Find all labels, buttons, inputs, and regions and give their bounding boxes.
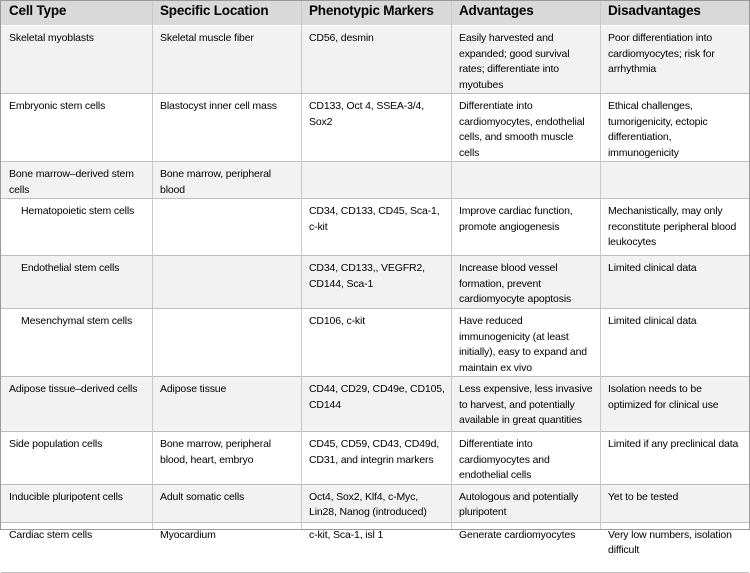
advantages bbox=[451, 162, 600, 199]
table-row bbox=[1, 377, 749, 432]
header-cell-type: Cell Type bbox=[1, 0, 152, 26]
advantages: Differentiate into cardiomyocytes and endothelial cells bbox=[451, 432, 600, 485]
disadvantages: Very low numbers, isolation difficult bbox=[600, 522, 749, 572]
disadvantages: Yet to be tested bbox=[600, 484, 749, 522]
phenotypic-markers: CD106, c-kit bbox=[301, 309, 451, 377]
cell-type: Cardiac stem cells bbox=[1, 522, 152, 572]
phenotypic-markers: Oct4, Sox2, Klf4, c-Myc, Lin28, Nanog (introduced) bbox=[301, 484, 451, 522]
specific-location: Bone marrow, peripheral blood, heart, embryo bbox=[152, 432, 301, 485]
specific-location bbox=[152, 199, 301, 256]
disadvantages: Ethical challenges, tumorigenicity, ectopic differentiation, immunogenicity bbox=[600, 94, 749, 162]
disadvantages: Mechanistically, may only reconstitute peripheral blood leukocytes bbox=[600, 199, 749, 256]
cell-type: Inducible pluripotent cells bbox=[1, 484, 152, 522]
disadvantages: Isolation needs to be optimized for clinical use bbox=[600, 377, 749, 432]
specific-location: Adipose tissue bbox=[152, 377, 301, 432]
advantages: Generate cardiomyocytes bbox=[451, 522, 600, 572]
header-phenotypic-markers: Phenotypic Markers bbox=[301, 0, 451, 26]
advantages: Increase blood vessel formation, prevent cardiomyocyte apoptosis bbox=[451, 256, 600, 309]
disadvantages bbox=[600, 162, 749, 199]
cell-type: Embryonic stem cells bbox=[1, 94, 152, 162]
advantages: Have reduced immunogenicity (at least initially), easy to expand and maintain ex vivo bbox=[451, 309, 600, 377]
advantages: Easily harvested and expanded; good survival rates; differentiate into myotubes bbox=[451, 26, 600, 94]
stem-cell-comparison-table bbox=[1, 0, 749, 573]
specific-location: Skeletal muscle fiber bbox=[152, 26, 301, 94]
specific-location: Blastocyst inner cell mass bbox=[152, 94, 301, 162]
cell-type: Bone marrow–derived stem cells bbox=[1, 162, 152, 199]
advantages: Differentiate into cardiomyocytes, endothelial cells, and smooth muscle cells bbox=[451, 94, 600, 162]
specific-location: Bone marrow, peripheral blood bbox=[152, 162, 301, 199]
advantages: Autologous and potentially pluripotent bbox=[451, 484, 600, 522]
cell-type: Side population cells bbox=[1, 432, 152, 485]
table-row bbox=[1, 94, 749, 162]
advantages: Improve cardiac function, promote angiogenesis bbox=[451, 199, 600, 256]
table-row bbox=[1, 162, 749, 199]
table-header bbox=[1, 0, 749, 26]
table-row bbox=[1, 256, 749, 309]
phenotypic-markers bbox=[301, 162, 451, 199]
header-specific-location: Specific Location bbox=[152, 0, 301, 26]
phenotypic-markers: CD44, CD29, CD49e, CD105, CD144 bbox=[301, 377, 451, 432]
specific-location: Adult somatic cells bbox=[152, 484, 301, 522]
header-row bbox=[1, 0, 749, 26]
phenotypic-markers: CD56, desmin bbox=[301, 26, 451, 94]
disadvantages: Limited if any preclinical data bbox=[600, 432, 749, 485]
specific-location bbox=[152, 309, 301, 377]
cell-type: Hematopoietic stem cells bbox=[1, 199, 152, 256]
disadvantages: Poor differentiation into cardiomyocytes; risk for arrhythmia bbox=[600, 26, 749, 94]
disadvantages: Limited clinical data bbox=[600, 309, 749, 377]
table-row bbox=[1, 432, 749, 485]
phenotypic-markers: CD34, CD133,, VEGFR2, CD144, Sca-1 bbox=[301, 256, 451, 309]
phenotypic-markers: CD45, CD59, CD43, CD49d, CD31, and integrin markers bbox=[301, 432, 451, 485]
table-row bbox=[1, 309, 749, 377]
table-body bbox=[1, 26, 749, 573]
table-row bbox=[1, 199, 749, 256]
cell-type: Endothelial stem cells bbox=[1, 256, 152, 309]
header-disadvantages: Disadvantages bbox=[600, 0, 749, 26]
specific-location: Myocardium bbox=[152, 522, 301, 572]
cell-type: Skeletal myoblasts bbox=[1, 26, 152, 94]
advantages: Less expensive, less invasive to harvest, and potentially available in great quantities bbox=[451, 377, 600, 432]
phenotypic-markers: CD133, Oct 4, SSEA-3/4, Sox2 bbox=[301, 94, 451, 162]
cell-type: Adipose tissue–derived cells bbox=[1, 377, 152, 432]
specific-location bbox=[152, 256, 301, 309]
table-row bbox=[1, 484, 749, 522]
disadvantages: Limited clinical data bbox=[600, 256, 749, 309]
cell-type: Mesenchymal stem cells bbox=[1, 309, 152, 377]
phenotypic-markers: CD34, CD133, CD45, Sca-1, c-kit bbox=[301, 199, 451, 256]
header-advantages: Advantages bbox=[451, 0, 600, 26]
phenotypic-markers: c-kit, Sca-1, isl 1 bbox=[301, 522, 451, 572]
table-row bbox=[1, 26, 749, 94]
